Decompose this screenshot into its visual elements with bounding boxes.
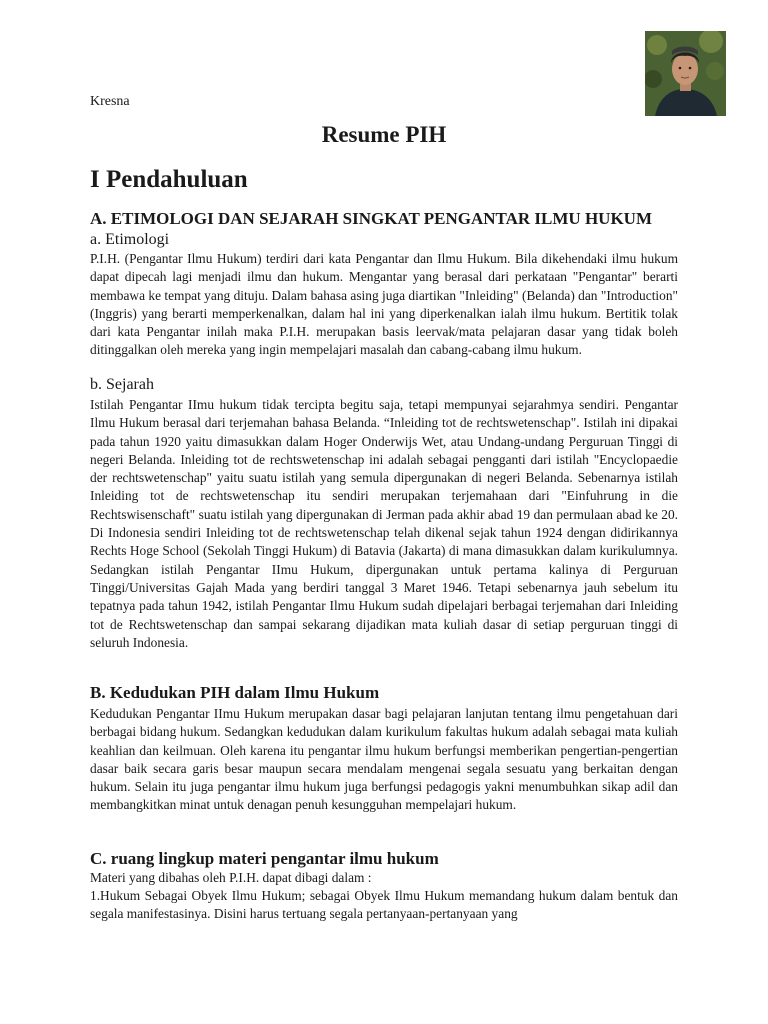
sejarah-paragraph: Istilah Pengantar IImu hukum tidak tercipta begitu saja, tetapi mempunyai sejarahmya sendiri. Pengantar Ilmu Hukum berasal dari terjemahan bahasa Belanda. “Inleiding tot de rechtswetenschap". Istilah ini dipakai pada tahun 1920 yaitu dimasukkan dalam Hoger Onderwijs Wet, atau Undang-undang Perguruan Tinggi di negeri Belanda. Inleiding tot de rechtswetenschap ini adalah sebagai pengganti dari istilah "Encyclopaedie der rechtswetenschap" yaitu suatu istilah yang semula dipergunakan di negeri Belanda. Sebenarnya istilah Inleiding tot de rechtswetenschap itu sendiri merupakan terjemahaan dari "Einfuhrung in die Rechtswisenschaft" suatu istilah yang dipergunakan di Jerman pada akhir abad 19 dan permulaan abad ke 20. Di Indonesia sendiri Inleiding tot de rechtswetenschap telah dikenal sejak tahun 1924 dengan didirikannya Rechts Hoge School (Sekolah Tinggi Hukum) di Batavia (Jakarta) di mana dimasukkan dalam kurikulumnya. Sedangkan istilah Pengantar IImu Hukum, dipergunakan untuk pertama kalinya di Perguruan Tinggi/Universitas Gajah Mada yang berdiri tanggal 3 Maret 1946. Tetapi sebenarnya jauh sebelum itu tepatnya pada tahun 1942, istilah Pengantar Ilmu Hukum sudah dipelajari berbagai terjemahan dari Inleiding tot de Rechtswetenschap dan sampai sekarang dijadikan mata kuliah dasar di setiap perguruan tinggi di seluruh Indonesia. bbox=[90, 397, 678, 650]
etimologi-paragraph: P.I.H. (Pengantar Ilmu Hukum) terdiri dari kata Pengantar dan Ilmu Hukum. Bila dikehendaki ilmu hukum dapat dipecah lagi menjadi ilmu dan hukum. Mengantar yang berasal dari perkataan "Pengantar" berarti membawa ke tempat yang dituju. Dalam bahasa asing juga diartikan "Inleiding" (Belanda) dan "Introduction" (Inggris) yang berarti memperkenalkan, dalam hal ini yang diperkenalkan ialah ilmu hukum. Bertitik tolak dari kata Pengantar inilah maka P.I.H. merupakan basis leervak/mata pelajaran dasar yang tidak boleh ditinggalkan oleh mereka yang ingin mempelajari masalah dan cabang-cabang ilmu hukum. bbox=[90, 251, 678, 358]
etimologi-heading: a. Etimologi bbox=[90, 231, 170, 248]
section-c-item-1: 1.Hukum Sebagai Obyek Ilmu Hukum; sebagai Obyek Ilmu Hukum memandang hukum dalam bentuk dan segala manifestasinya. Disini harus tertuang segala pertanyaan-pertanyaan yang bbox=[90, 888, 678, 922]
section-a-heading: A. ETIMOLOGI DAN SEJARAH SINGKAT PENGANTAR ILMU HUKUM bbox=[90, 209, 652, 228]
section-c-heading: C. ruang lingkup materi pengantar ilmu hukum bbox=[90, 849, 439, 868]
author-name: Kresna bbox=[90, 94, 130, 109]
chapter-heading: I Pendahuluan bbox=[90, 166, 248, 193]
sejarah-heading: b. Sejarah bbox=[90, 376, 154, 393]
section-c-intro: Materi yang dibahas oleh P.I.H. dapat dibagi dalam : bbox=[90, 870, 372, 885]
portrait-image bbox=[645, 31, 726, 116]
section-b-paragraph: Kedudukan Pengantar IImu Hukum merupakan dasar bagi pelajaran lanjutan tentang ilmu pengetahuan dari berbagai bidang hukum. Sedangkan kedudukan dalam kurikulum fakultas hukum adalah sebagai mata kuliah keahlian dan keilmuan. Oleh karena itu pengantar ilmu hukum berfungsi memberikan pengertian-pengertian dasar baik secara garis besar maupun secara mendalam mengenai segala sesuatu yang berkaitan dengan hukum. Selain itu juga pengantar ilmu hukum juga berfungsi pedagogis yakni menumbuhkan sikap adil dan membangkitkan minat untuk denagan penuh kesungguhan mempelajari hukum. bbox=[90, 706, 678, 813]
document-title: Resume PIH bbox=[321, 122, 447, 147]
section-b-heading: B. Kedudukan PIH dalam Ilmu Hukum bbox=[90, 683, 380, 702]
author-photo bbox=[645, 31, 726, 116]
